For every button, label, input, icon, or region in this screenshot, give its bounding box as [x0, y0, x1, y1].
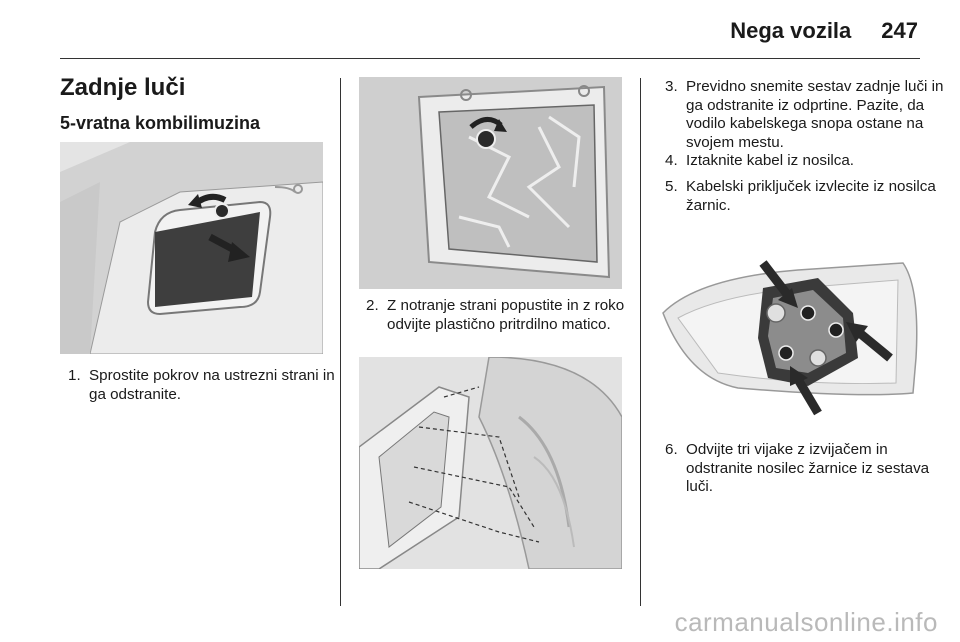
section-subtitle: 5-vratna kombilimuzina: [60, 113, 261, 133]
step-text: Previdno snemite sestav zadnje luči in ga odstranite iz odprtine. Pazite, da vodilo kabelskega snopa ostane na svojem mestu.: [686, 78, 944, 151]
page-header: [730, 18, 918, 44]
watermark: carmanualsonline.info: [674, 607, 938, 637]
step-number: 6.: [665, 441, 678, 458]
page-number: 247: [881, 18, 918, 43]
section-title: Zadnje luči: [60, 74, 186, 101]
step-6: [665, 441, 946, 497]
header-title: Nega vozila: [730, 18, 852, 43]
step-3: [665, 78, 946, 152]
column-divider: [640, 78, 641, 606]
step-number: 1.: [68, 367, 81, 384]
header-rule: [60, 58, 920, 59]
step-4: [665, 152, 946, 171]
step-number: 5.: [665, 178, 678, 195]
step-number: 2.: [366, 297, 379, 314]
step-text: Z notranje strani popustite in z roko odvijte plastično pritrdilno matico.: [387, 297, 625, 333]
step-text: Iztaknite kabel iz nosilca.: [686, 152, 854, 169]
step-text: Sprostite pokrov na ustrezni strani in ga odstranite.: [89, 367, 335, 403]
step-2: [366, 297, 647, 334]
step-number: 4.: [665, 152, 678, 169]
illustration-plastic-nut: [359, 77, 622, 289]
step-text: Odvijte tri vijake z izvijačem in odstranite nosilec žarnice iz sestava luči.: [686, 441, 930, 495]
step-text: Kabelski priključek izvlecite iz nosilca žarnic.: [686, 178, 936, 214]
step-number: 3.: [665, 78, 678, 95]
illustration-light-removal: [359, 357, 622, 569]
illustration-trim-cover: [60, 142, 323, 354]
step-1: [68, 367, 351, 404]
column-divider: [340, 78, 341, 606]
step-5: [665, 178, 946, 215]
illustration-bulb-holder: [658, 218, 920, 430]
